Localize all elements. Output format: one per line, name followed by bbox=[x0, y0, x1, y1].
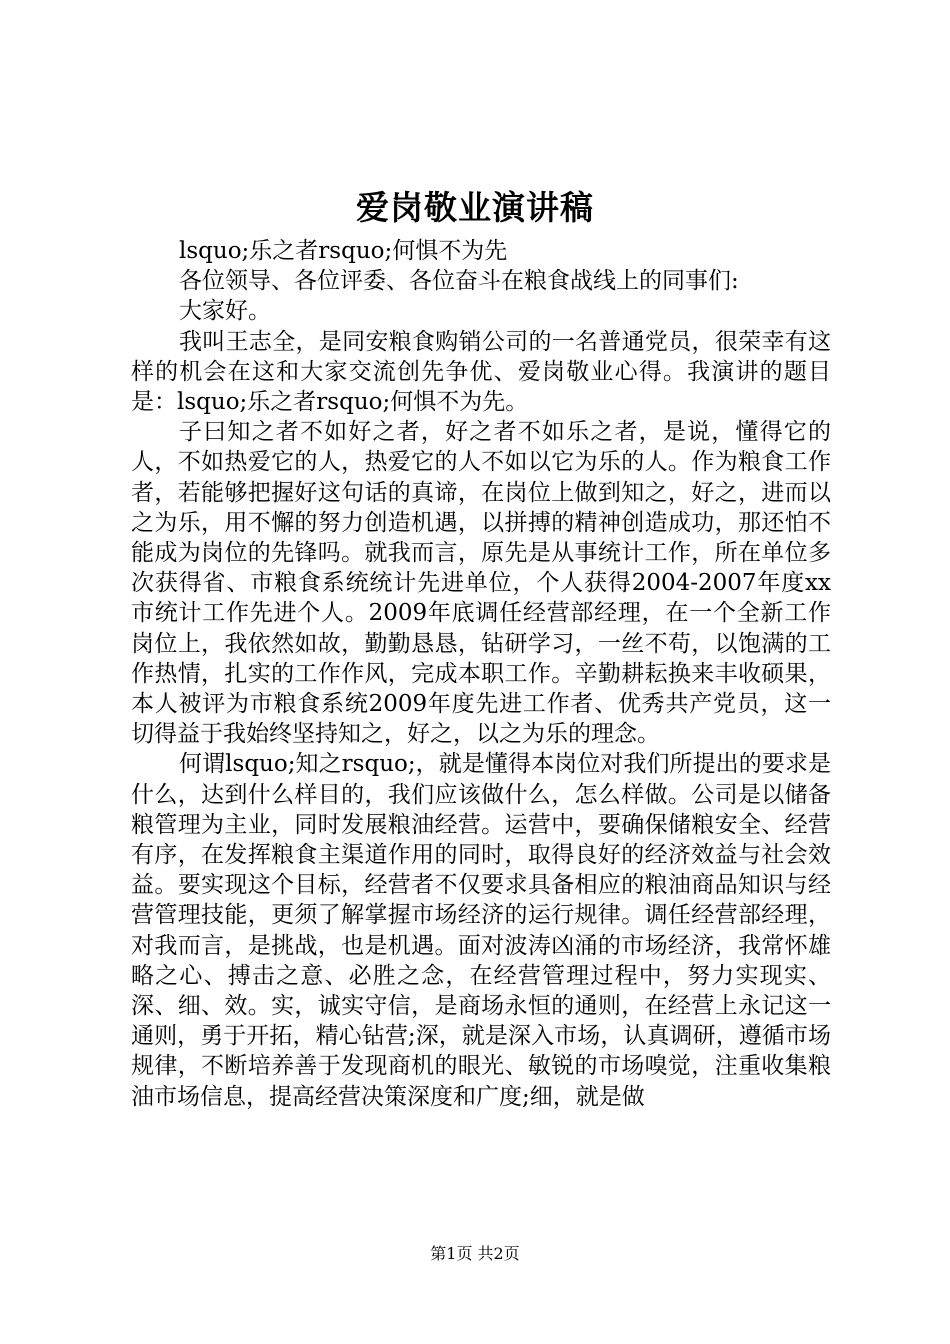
paragraph-greeting: 大家好。 bbox=[179, 298, 271, 325]
paragraph-introduction: 我叫王志全，是同安粮食购销公司的一名普通党员，很荣幸有这样的机会在这和大家交流创先争优、爱岗敬业心得。我演讲的题目是：lsquo;乐之者rsquo;何惧不为先。 bbox=[131, 328, 831, 416]
paragraph-heading-line: lsquo;乐之者rsquo;何惧不为先 bbox=[179, 238, 508, 264]
paragraph-body: 子曰知之者不如好之者，好之者不如乐之者，是说，懂得它的人，不如热爱它的人，热爱它的人不如以它为乐的人。作为粮食工作者，若能够把握好这句话的真谛，在岗位上做到知之，好之，进而以之为乐，用不懈的努力创造机遇，以拼搏的精神创造成功，那还怕不能成为岗位的先锋吗。就我而言，原先是从事统计工作，所在单位多次获得省、市粮食系统统计先进单位，个人获得2004-2007年度xx市统计工作先进个人。2009年底调任经营部经理，在一个全新工作岗位上，我依然如故，勤勤恳恳，钻研学习，一丝不苟，以饱满的工作热情，扎实的工作作风，完成本职工作。辛勤耕耘换来丰收硕果，本人被评为市粮食系统2009年度先进工作者、优秀共产党员，这一切得益于我始终坚持知之，好之，以之为乐的理念。 bbox=[131, 419, 831, 748]
page-footer: 第1页 共2页 bbox=[430, 1244, 520, 1263]
paragraph-salutation: 各位领导、各位评委、各位奋斗在粮食战线上的同事们: bbox=[179, 268, 739, 295]
paragraph-body: 何谓lsquo;知之rsquo;，就是懂得本岗位对我们所提出的要求是什么，达到什么样目的，我们应该做什么，怎么样做。公司是以储备粮管理为主业，同时发展粮油经营。运营中，要确保储粮安全、经营有序，在发挥粮食主渠道作用的同时，取得良好的经济效益与社会效益。要实现这个目标，经营者不仅要求具备相应的粮油商品知识与经营管理技能，更须了解掌握市场经济的运行规律。调任经营部经理，对我而言，是挑战，也是机遇。面对波涛凶涌的市场经济，我常怀雄略之心、搏击之意、必胜之念，在经营管理过程中，努力实现实、深、细、效。实，诚实守信，是商场永恒的通则，在经营上永记这一通则，勇于开拓，精心钻营;深，就是深入市场，认真调研，遵循市场规律，不断培养善于发现商机的眼光、敏锐的市场嗅觉，注重收集粮油市场信息，提高经营决策深度和广度;细，就是做 bbox=[131, 751, 831, 1110]
document-title: 爱岗敬业演讲稿 bbox=[356, 188, 594, 227]
document-body bbox=[131, 236, 831, 1112]
